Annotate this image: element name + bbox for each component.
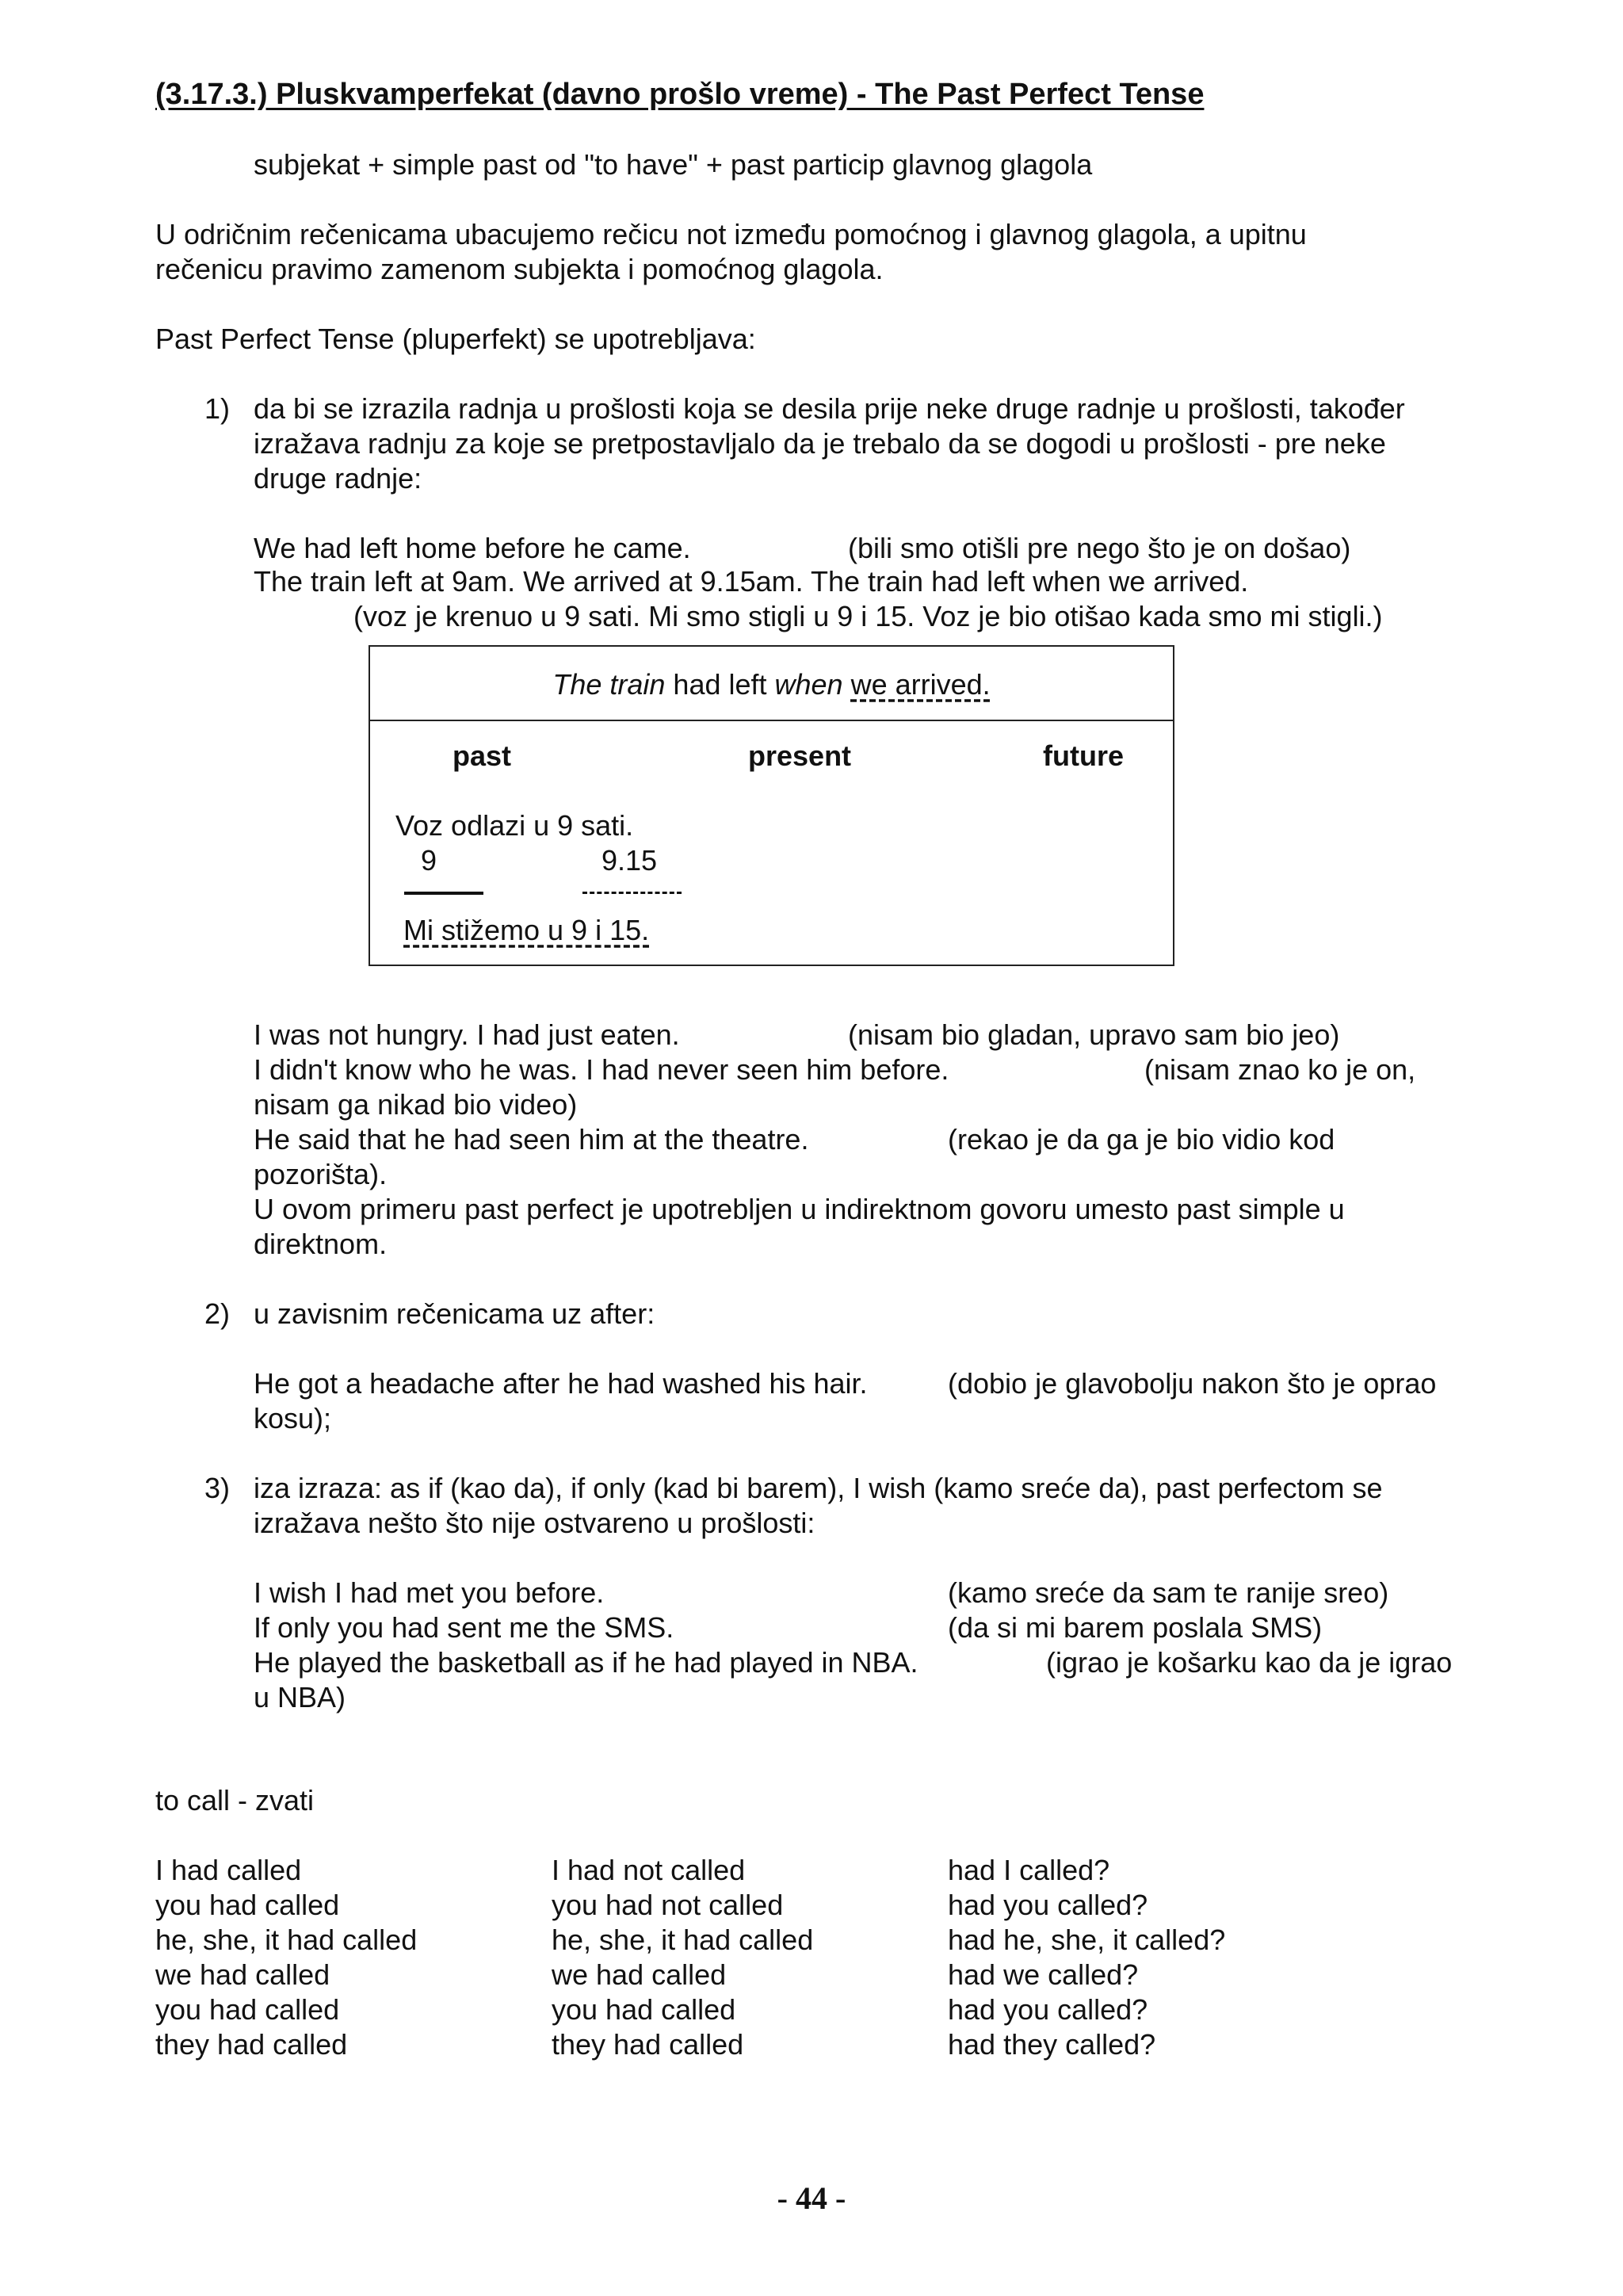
example-2-english: The train left at 9am. We arrived at 9.15am. The train had left when we arrived. — [254, 565, 1249, 598]
conjugation-row: you had not called — [552, 1889, 784, 1921]
conjugation-row: I had not called — [552, 1854, 746, 1886]
conjugation-row: had they called? — [948, 2028, 1156, 2061]
item-1-line-3: druge radnje: — [254, 462, 422, 495]
timeline-caption: The train had left when we arrived. — [552, 668, 991, 701]
conjugation-row: we had called — [552, 1958, 727, 1991]
example-2-translation: (voz je krenuo u 9 sati. Mi smo stigli u 9 i 15. Voz je bio otišao kada smo mi stigli.) — [353, 600, 1383, 632]
conjugation-row: you had called — [155, 1889, 340, 1921]
item-2-text: u zavisnim rečenicama uz after: — [254, 1297, 655, 1330]
example-1-english: We had left home before he came. — [254, 532, 691, 564]
item-3-example-1-translation: (kamo sreće da sam te ranije sreo) — [948, 1576, 1389, 1609]
timeline-box — [369, 645, 1174, 966]
note-line-2: direktnom. — [254, 1228, 388, 1260]
timeline-time-9: 9 — [421, 844, 437, 877]
item-1-number: 1) — [204, 392, 231, 425]
example-1-translation: (bili smo otišli pre nego što je on došao) — [848, 532, 1351, 564]
example-5-english: He said that he had seen him at the theatre. — [254, 1123, 809, 1156]
item-3-number: 3) — [204, 1472, 231, 1504]
box-divider — [370, 720, 1173, 721]
formula: subjekat + simple past od "to have" + past particip glavnog glagola — [254, 148, 1093, 181]
usage-heading: Past Perfect Tense (pluperfekt) se upotrebljava: — [155, 323, 756, 355]
item-3-example-3-translation: (igrao je košarku kao da je igrao — [1046, 1646, 1453, 1679]
conjugation-row: you had called — [552, 1993, 736, 2026]
item-3-example-3-english: He played the basketball as if he had played in NBA. — [254, 1646, 918, 1679]
example-5-translation: (rekao je da ga je bio vidio kod — [948, 1123, 1335, 1156]
note-line-1: U ovom primeru past perfect je upotrebljen u indirektnom govoru umesto past simple u — [254, 1193, 1345, 1225]
conjugation-row: had he, she, it called? — [948, 1924, 1226, 1956]
conjugation-row: had you called? — [948, 1993, 1148, 2026]
timeline-train-label: Voz odlazi u 9 sati. — [395, 809, 634, 842]
item-3-example-2-english: If only you had sent me the SMS. — [254, 1611, 674, 1644]
item-2-example-translation-cont: kosu); — [254, 1402, 332, 1435]
item-3-line-1: iza izraza: as if (kao da), if only (kad bi barem), I wish (kamo sreće da), past perfectom se — [254, 1472, 1383, 1504]
column-past: past — [453, 739, 512, 772]
timeline-arrival-label: Mi stižemo u 9 i 15. — [403, 914, 650, 946]
example-4-translation-cont: nisam ga nikad bio video) — [254, 1088, 578, 1121]
conjugation-row: had we called? — [948, 1958, 1139, 1991]
column-future: future — [1043, 739, 1124, 772]
intro-line-2: rečenicu pravimo zamenom subjekta i pomoćnog glagola. — [155, 253, 884, 285]
column-present: present — [748, 739, 852, 772]
item-2-example-english: He got a headache after he had washed his hair. — [254, 1367, 868, 1400]
timeline-solid-line — [404, 892, 483, 895]
conjugation-row: they had called — [155, 2028, 348, 2061]
conjugation-row: they had called — [552, 2028, 744, 2061]
example-4-translation: (nisam znao ko je on, — [1144, 1053, 1416, 1086]
conjugation-row: we had called — [155, 1958, 330, 1991]
example-3-translation: (nisam bio gladan, upravo sam bio jeo) — [848, 1018, 1340, 1051]
timeline-time-915: 9.15 — [601, 844, 658, 877]
conjugation-row: he, she, it had called — [552, 1924, 814, 1956]
item-3-line-2: izražava nešto što nije ostvareno u prošlosti: — [254, 1507, 815, 1539]
example-4-english: I didn't know who he was. I had never seen him before. — [254, 1053, 949, 1086]
item-1-line-2: izražava radnju za koje se pretpostavljalo da je trebalo da se dogodi u prošlosti - pre neke — [254, 427, 1386, 460]
conjugation-row: I had called — [155, 1854, 302, 1886]
section-title: (3.17.3.) Pluskvamperfekat (davno prošlo vreme) - The Past Perfect Tense — [155, 78, 1205, 111]
item-2-example-translation: (dobio je glavobolju nakon što je oprao — [948, 1367, 1437, 1400]
item-1-line-1: da bi se izrazila radnja u prošlosti koja se desila prije neke druge radnje u prošlosti, također — [254, 392, 1405, 425]
intro-line-1: U odričnim rečenicama ubacujemo rečicu not između pomoćnog i glavnog glagola, a upitnu — [155, 218, 1307, 250]
example-3-english: I was not hungry. I had just eaten. — [254, 1018, 680, 1051]
conjugation-row: had I called? — [948, 1854, 1110, 1886]
example-5-translation-cont: pozorišta). — [254, 1158, 388, 1190]
timeline-dashed-line — [582, 892, 682, 894]
conjugation-row: you had called — [155, 1993, 340, 2026]
item-3-example-3-translation-cont: u NBA) — [254, 1681, 346, 1713]
page-number: - 44 - — [777, 2180, 846, 2216]
item-2-number: 2) — [204, 1297, 231, 1330]
verb-heading: to call - zvati — [155, 1784, 315, 1817]
item-3-example-1-english: I wish I had met you before. — [254, 1576, 605, 1609]
conjugation-row: had you called? — [948, 1889, 1148, 1921]
item-3-example-2-translation: (da si mi barem poslala SMS) — [948, 1611, 1323, 1644]
conjugation-row: he, she, it had called — [155, 1924, 418, 1956]
